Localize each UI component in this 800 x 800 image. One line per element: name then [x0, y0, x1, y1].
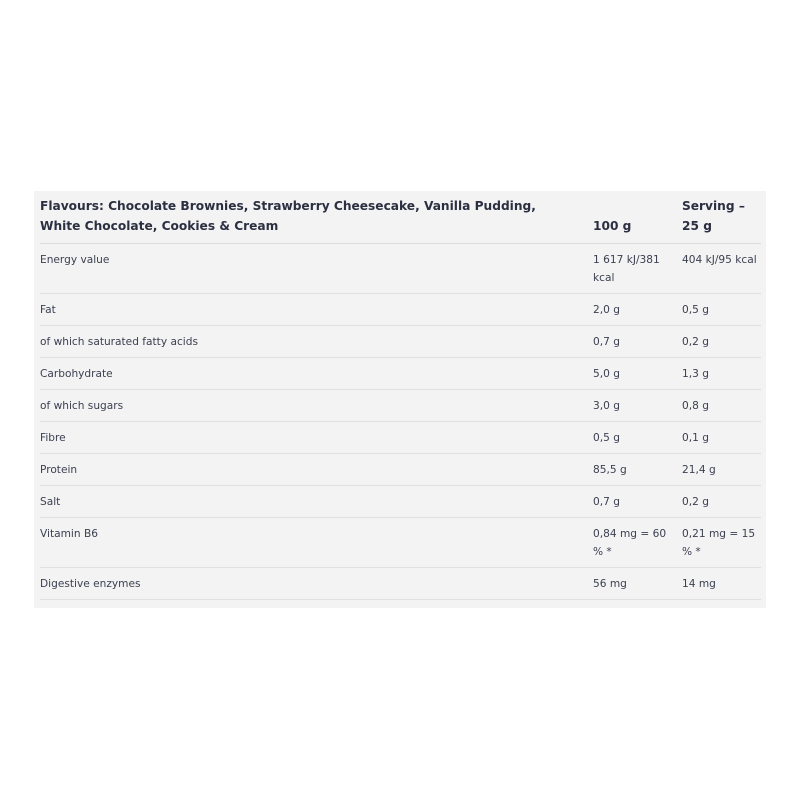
value-per-100g: 56 mg: [593, 568, 682, 600]
value-per-100g: 1 617 kJ/381 kcal: [593, 244, 682, 294]
nutrient-name: Protein: [40, 454, 593, 486]
nutrient-name: Salt: [40, 486, 593, 518]
value-per-serving: 0,21 mg = 15 % *: [682, 518, 761, 568]
table-row: [40, 518, 761, 568]
value-per-serving: 1,3 g: [682, 358, 761, 390]
nutrient-name: Vitamin B6: [40, 518, 593, 568]
header-flavours: Flavours: Chocolate Brownies, Strawberry Cheesecake, Vanilla Pudding, White Chocolate, Cookies & Cream: [40, 191, 593, 244]
value-per-serving: 404 kJ/95 kcal: [682, 244, 761, 294]
nutrient-name: Fibre: [40, 422, 593, 454]
nutrition-table-container: [34, 191, 766, 608]
value-per-100g: 5,0 g: [593, 358, 682, 390]
header-per-100g: 100 g: [593, 191, 682, 244]
nutrient-name: Fat: [40, 294, 593, 326]
nutrient-name: Digestive enzymes: [40, 568, 593, 600]
header-per-serving: Serving – 25 g: [682, 191, 761, 244]
value-per-serving: 21,4 g: [682, 454, 761, 486]
nutrient-name: of which sugars: [40, 390, 593, 422]
table-row: [40, 294, 761, 326]
table-row: [40, 358, 761, 390]
nutrient-name: Energy value: [40, 244, 593, 294]
table-row: [40, 486, 761, 518]
value-per-100g: 85,5 g: [593, 454, 682, 486]
value-per-100g: 0,7 g: [593, 326, 682, 358]
table-row: [40, 454, 761, 486]
value-per-serving: 0,5 g: [682, 294, 761, 326]
table-row: [40, 568, 761, 600]
nutrition-table: [40, 191, 761, 600]
table-row: [40, 244, 761, 294]
nutrient-name: Carbohydrate: [40, 358, 593, 390]
value-per-100g: 0,5 g: [593, 422, 682, 454]
value-per-100g: 3,0 g: [593, 390, 682, 422]
table-row: [40, 422, 761, 454]
value-per-serving: 0,2 g: [682, 486, 761, 518]
value-per-100g: 0,84 mg = 60 % *: [593, 518, 682, 568]
nutrient-name: of which saturated fatty acids: [40, 326, 593, 358]
value-per-serving: 0,2 g: [682, 326, 761, 358]
table-header-row: [40, 191, 761, 244]
table-row: [40, 390, 761, 422]
table-row: [40, 326, 761, 358]
value-per-100g: 2,0 g: [593, 294, 682, 326]
value-per-serving: 0,8 g: [682, 390, 761, 422]
value-per-100g: 0,7 g: [593, 486, 682, 518]
value-per-serving: 0,1 g: [682, 422, 761, 454]
value-per-serving: 14 mg: [682, 568, 761, 600]
